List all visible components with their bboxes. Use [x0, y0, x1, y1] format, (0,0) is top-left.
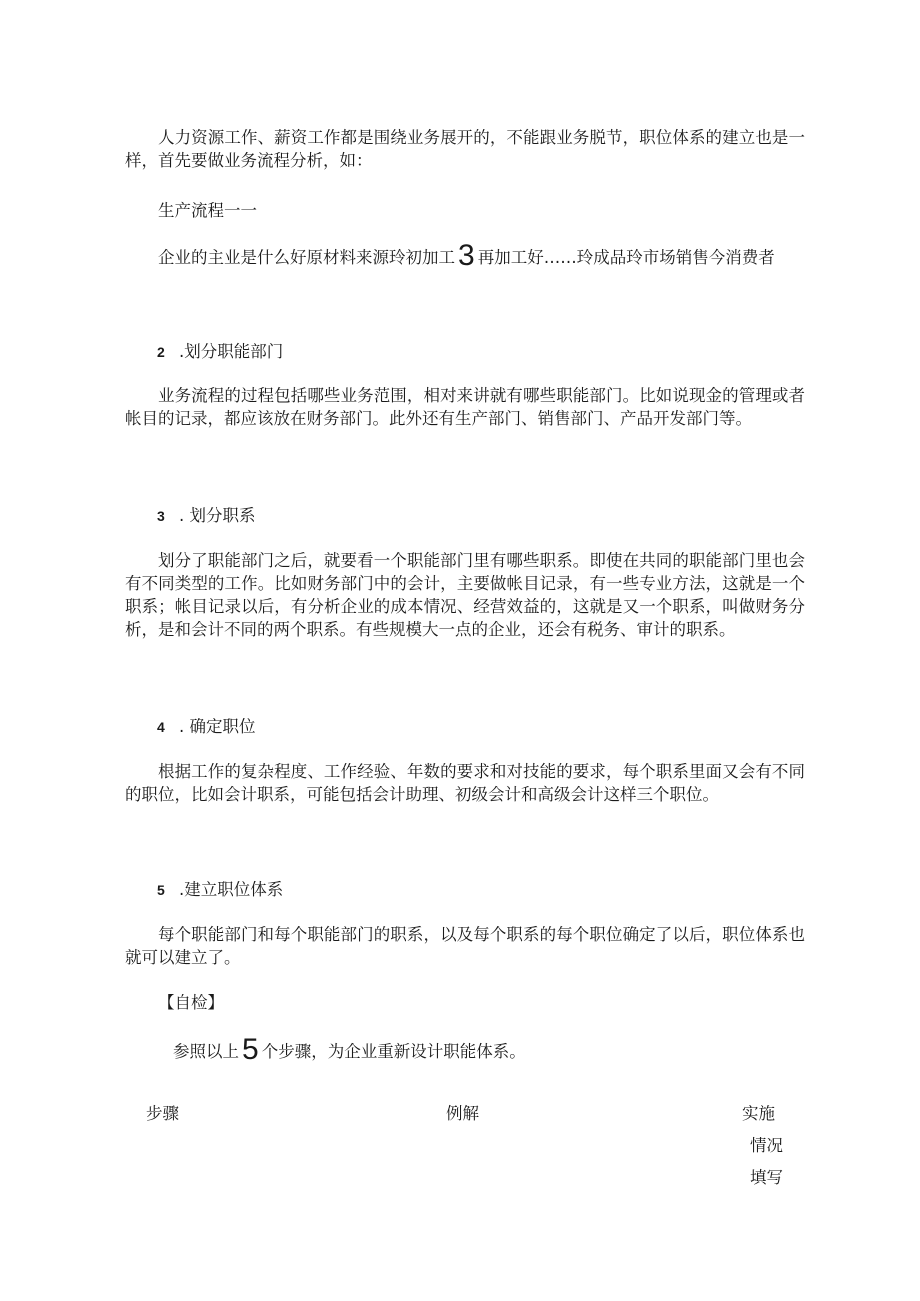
flow-line-before: 企业的主业是什么好原材料来源玲初加工 [158, 248, 455, 267]
table-header-status-line2: 情况 [750, 1136, 783, 1155]
section-heading [157, 504, 256, 528]
section-heading [157, 878, 283, 902]
flow-big-number: 3 [458, 239, 475, 272]
self-check-text [173, 1033, 526, 1066]
section-body: 业务流程的过程包括哪些业务范围，相对来讲就有哪些职能部门。比如说现金的管理或者帐目的记录，都应该放在财务部门。此外还有生产部门、销售部门、产品开发部门等。 [125, 386, 805, 428]
self-check-text-after: 个步骤，为企业重新设计职能体系。 [261, 1042, 526, 1061]
table-header-example: 例解 [446, 1104, 479, 1123]
section-heading [157, 340, 283, 364]
flow-title: 生产流程一一 [158, 201, 257, 220]
section-number: 2 [157, 344, 165, 360]
section-body: 每个职能部门和每个职能部门的职系，以及每个职系的每个职位确定了以后，职位体系也就可以建立了。 [125, 925, 805, 967]
section-title: . 划分职系 [179, 506, 256, 525]
section-body: 划分了职能部门之后，就要看一个职能部门里有哪些职系。即使在共同的职能部门里也会有不同类型的工作。比如财务部门中的会计，主要做帐目记录，有一些专业方法，这就是一个职系；帐目记录以后，有分析企业的成本情况、经营效益的，这就是又一个职系，叫做财务分析，是和会计不同的两个职系。有些规模大一点的企业，还会有税务、审计的职系。 [125, 551, 805, 639]
flow-line [158, 239, 775, 272]
intro-paragraph: 人力资源工作、薪资工作都是围绕业务展开的，不能跟业务脱节，职位体系的建立也是一样，首先要做业务流程分析，如： [125, 128, 805, 170]
table-header-status-line3: 填写 [750, 1168, 783, 1187]
section-number: 4 [157, 719, 165, 735]
section-body: 根据工作的复杂程度、工作经验、年数的要求和对技能的要求，每个职系里面又会有不同的职位，比如会计职系，可能包括会计助理、初级会计和高级会计这样三个职位。 [125, 762, 805, 804]
table-header-status-line1: 实施 [742, 1104, 775, 1123]
self-check-text-before: 参照以上 [173, 1042, 239, 1061]
self-check-title: 【自检】 [158, 993, 224, 1012]
self-check-big-number: 5 [242, 1033, 259, 1066]
section-title: . 确定职位 [179, 717, 256, 736]
section-heading [157, 715, 256, 739]
section-number: 3 [157, 508, 165, 524]
section-title: .建立职位体系 [179, 880, 284, 899]
table-header-step: 步骤 [146, 1104, 179, 1123]
flow-line-after: 再加工好……玲成品玲市场销售今消费者 [477, 248, 775, 267]
section-number: 5 [157, 882, 165, 898]
section-title: .划分职能部门 [179, 342, 284, 361]
